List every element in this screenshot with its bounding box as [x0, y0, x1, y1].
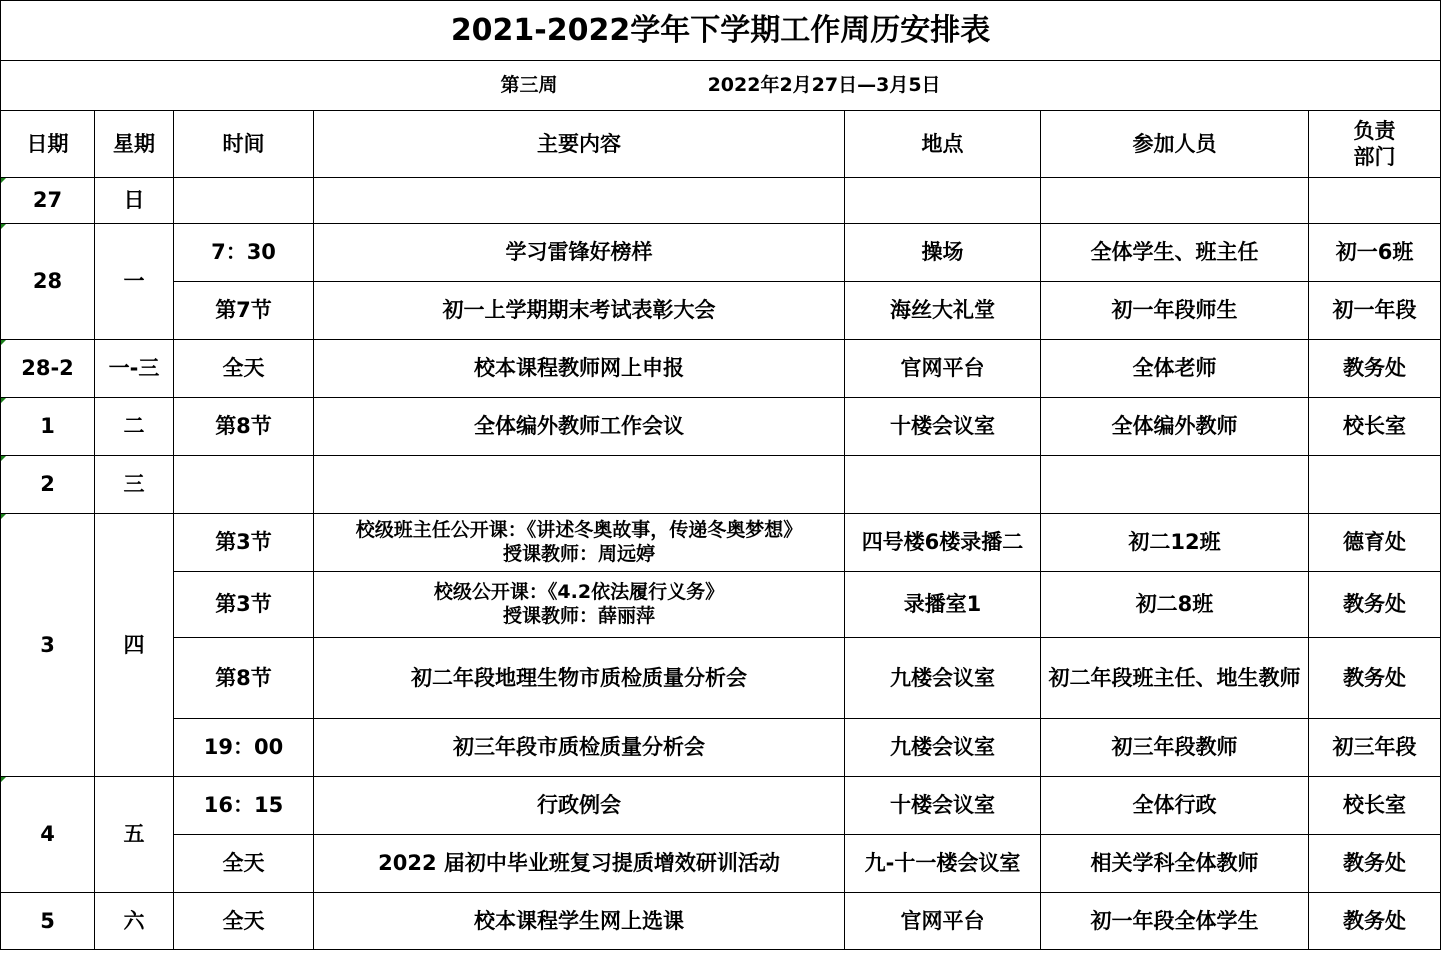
table-row: [1, 572, 1441, 638]
dept-cell: 教务处: [1309, 340, 1441, 398]
dept-cell: 教务处: [1309, 638, 1441, 719]
dept-cell: 校长室: [1309, 398, 1441, 456]
dept-cell: 初一年段: [1309, 282, 1441, 340]
time-cell: 第8节: [174, 638, 314, 719]
time-cell: 第3节: [174, 514, 314, 572]
week-label: 第三周: [500, 73, 558, 96]
header-row: [1, 111, 1441, 178]
date-cell: 4: [1, 777, 95, 893]
participants-cell: [1041, 178, 1309, 224]
table-row: [1, 719, 1441, 777]
dept-cell: [1309, 178, 1441, 224]
participants-cell: 全体老师: [1041, 340, 1309, 398]
dept-cell: 初三年段: [1309, 719, 1441, 777]
time-cell: 第8节: [174, 398, 314, 456]
date-cell: 2: [1, 456, 95, 514]
participants-cell: [1041, 456, 1309, 514]
weekday-cell: 五: [95, 777, 174, 893]
place-cell: 海丝大礼堂: [845, 282, 1041, 340]
time-cell: 第7节: [174, 282, 314, 340]
content-cell: 初一上学期期末考试表彰大会: [314, 282, 845, 340]
place-cell: [845, 178, 1041, 224]
table-row: [1, 224, 1441, 282]
content-cell: 2022 届初中毕业班复习提质增效研训活动: [314, 835, 845, 893]
place-cell: 官网平台: [845, 893, 1041, 950]
participants-cell: 初二年段班主任、地生教师: [1041, 638, 1309, 719]
dept-cell: [1309, 456, 1441, 514]
weekday-cell: 四: [95, 514, 174, 777]
time-cell: 19：00: [174, 719, 314, 777]
dept-cell: 校长室: [1309, 777, 1441, 835]
place-cell: 录播室1: [845, 572, 1041, 638]
participants-cell: 初一年段全体学生: [1041, 893, 1309, 950]
content-cell: 初三年段市质检质量分析会: [314, 719, 845, 777]
place-cell: 十楼会议室: [845, 777, 1041, 835]
content-cell: 初二年段地理生物市质检质量分析会: [314, 638, 845, 719]
weekday-cell: 日: [95, 178, 174, 224]
time-cell: 全天: [174, 835, 314, 893]
participants-cell: 初二8班: [1041, 572, 1309, 638]
dept-cell: 初一6班: [1309, 224, 1441, 282]
place-cell: 四号楼6楼录播二: [845, 514, 1041, 572]
place-cell: 九-十一楼会议室: [845, 835, 1041, 893]
time-cell: 7：30: [174, 224, 314, 282]
table-row: [1, 638, 1441, 719]
participants-cell: 初一年段师生: [1041, 282, 1309, 340]
date-cell: 27: [1, 178, 95, 224]
header-weekday: 星期: [95, 111, 174, 178]
header-participants: 参加人员: [1041, 111, 1309, 178]
dept-cell: 德育处: [1309, 514, 1441, 572]
content-cell: 学习雷锋好榜样: [314, 224, 845, 282]
content-cell: 校本课程教师网上申报: [314, 340, 845, 398]
time-cell: 16：15: [174, 777, 314, 835]
table-row: [1, 282, 1441, 340]
header-time: 时间: [174, 111, 314, 178]
participants-cell: 相关学科全体教师: [1041, 835, 1309, 893]
week-info: [1, 61, 1441, 111]
weekday-cell: 六: [95, 893, 174, 950]
content-cell: 校级班主任公开课：《讲述冬奥故事，传递冬奥梦想》 授课教师：周远婷: [314, 514, 845, 572]
place-cell: [845, 456, 1041, 514]
table-row: [1, 777, 1441, 835]
table-row: [1, 514, 1441, 572]
time-cell: [174, 456, 314, 514]
place-cell: 九楼会议室: [845, 638, 1041, 719]
date-range: 2022年2月27日—3月5日: [707, 73, 941, 96]
content-cell: 全体编外教师工作会议: [314, 398, 845, 456]
header-content: 主要内容: [314, 111, 845, 178]
table-row: [1, 893, 1441, 950]
content-cell: [314, 456, 845, 514]
place-cell: 操场: [845, 224, 1041, 282]
header-date: 日期: [1, 111, 95, 178]
dept-cell: 教务处: [1309, 572, 1441, 638]
content-cell: [314, 178, 845, 224]
date-cell: 5: [1, 893, 95, 950]
table-row: [1, 456, 1441, 514]
participants-cell: 全体编外教师: [1041, 398, 1309, 456]
table-row: [1, 340, 1441, 398]
header-place: 地点: [845, 111, 1041, 178]
participants-cell: 初三年段教师: [1041, 719, 1309, 777]
header-dept: 负责 部门: [1309, 111, 1441, 178]
table-row: [1, 835, 1441, 893]
time-cell: 第3节: [174, 572, 314, 638]
weekday-cell: 一-三: [95, 340, 174, 398]
participants-cell: 初二12班: [1041, 514, 1309, 572]
date-cell: 28-2: [1, 340, 95, 398]
date-cell: 3: [1, 514, 95, 777]
page-title: 2021-2022学年下学期工作周历安排表: [1, 1, 1441, 61]
date-cell: 1: [1, 398, 95, 456]
table-row: [1, 178, 1441, 224]
place-cell: 十楼会议室: [845, 398, 1041, 456]
place-cell: 九楼会议室: [845, 719, 1041, 777]
content-cell: 校级公开课：《4.2依法履行义务》 授课教师：薛丽萍: [314, 572, 845, 638]
participants-cell: 全体学生、班主任: [1041, 224, 1309, 282]
time-cell: [174, 178, 314, 224]
place-cell: 官网平台: [845, 340, 1041, 398]
dept-cell: 教务处: [1309, 893, 1441, 950]
dept-cell: 教务处: [1309, 835, 1441, 893]
weekday-cell: 一: [95, 224, 174, 340]
time-cell: 全天: [174, 340, 314, 398]
participants-cell: 全体行政: [1041, 777, 1309, 835]
weekday-cell: 二: [95, 398, 174, 456]
weekday-cell: 三: [95, 456, 174, 514]
table-row: [1, 398, 1441, 456]
date-cell: 28: [1, 224, 95, 340]
content-cell: 校本课程学生网上选课: [314, 893, 845, 950]
content-cell: 行政例会: [314, 777, 845, 835]
time-cell: 全天: [174, 893, 314, 950]
